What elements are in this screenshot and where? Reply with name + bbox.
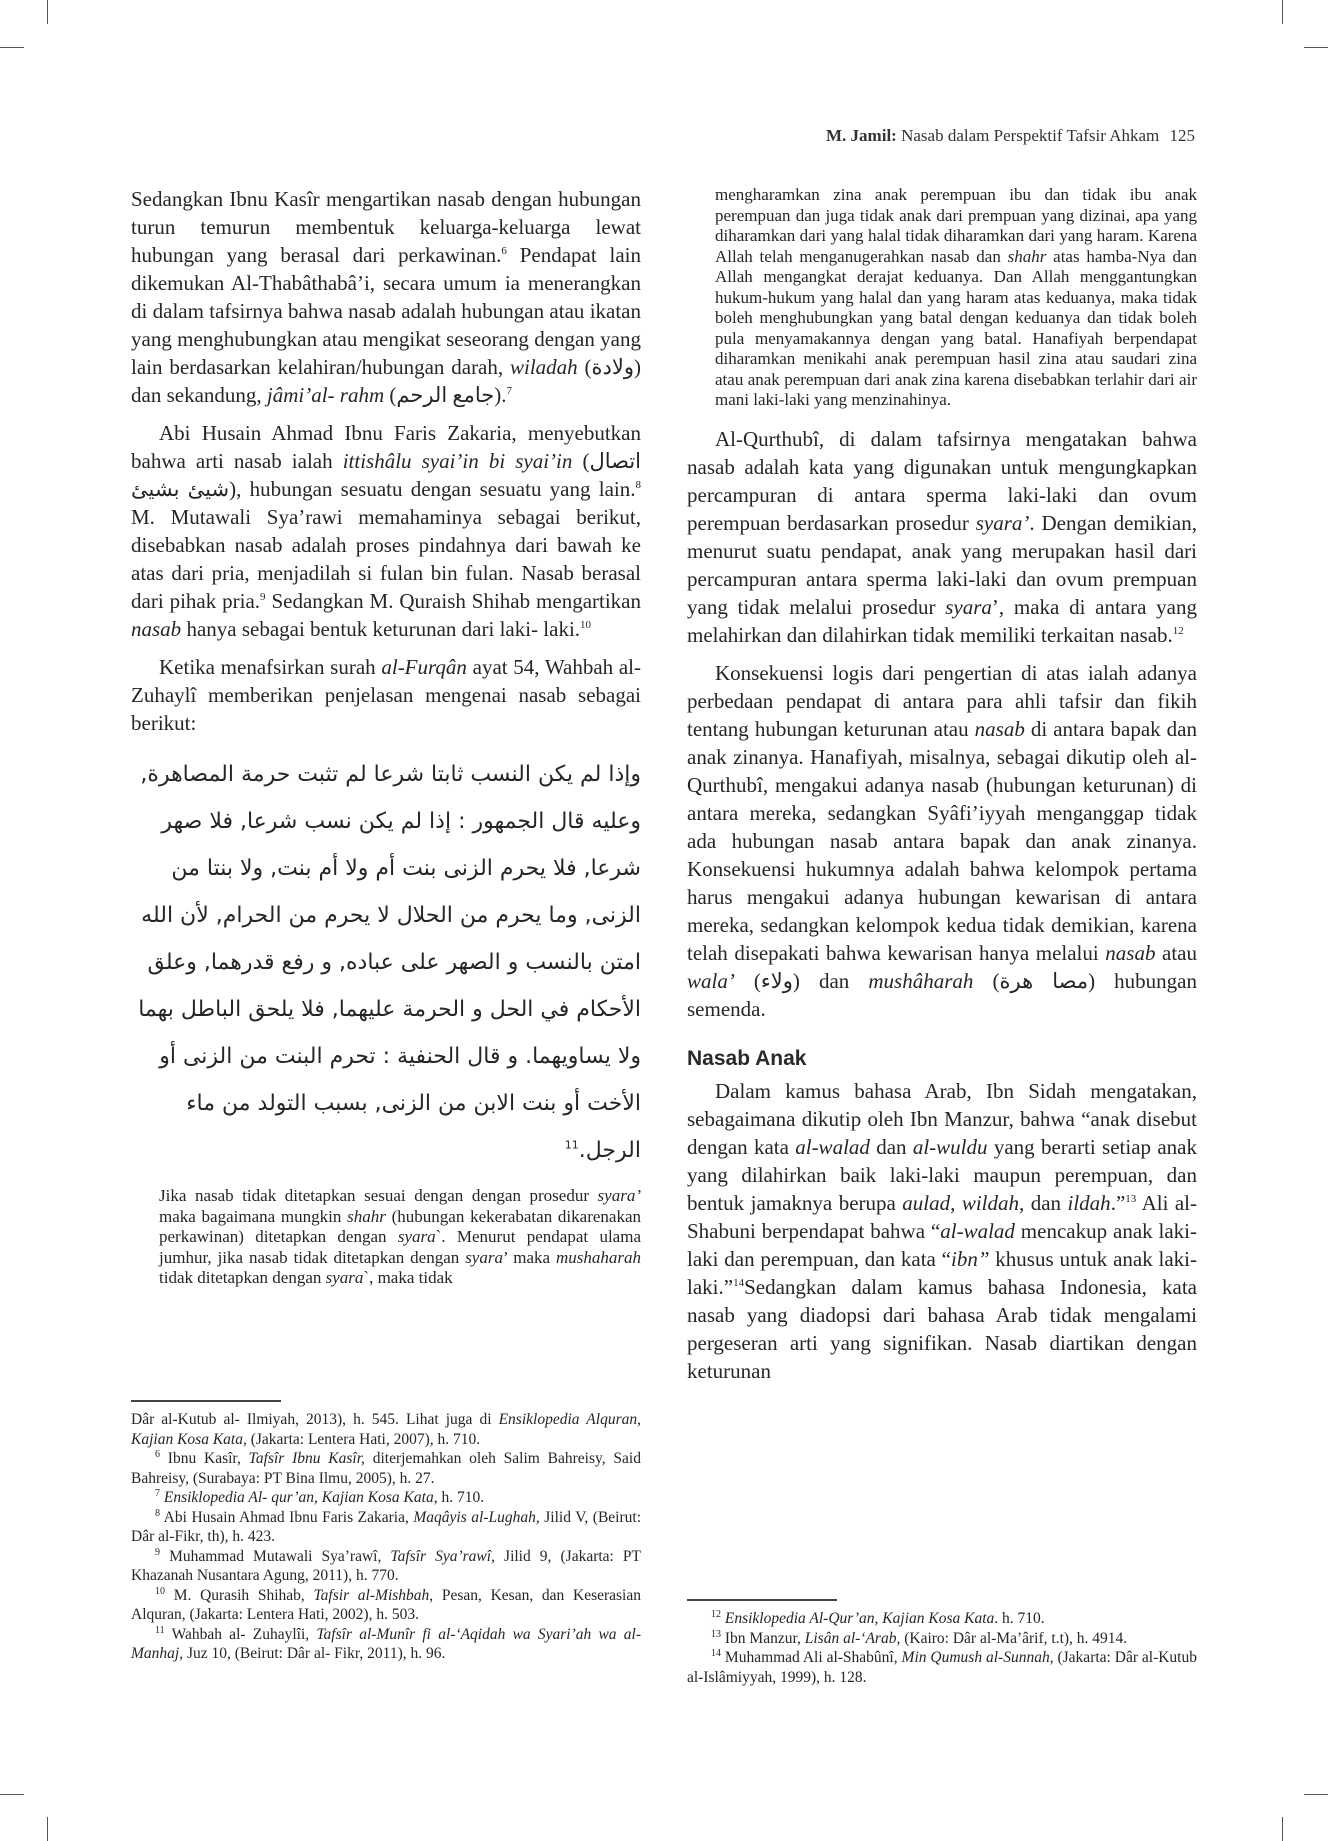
text-run: Jika nasab tidak ditetapkan sesuai dengan dengan prosedur bbox=[159, 1186, 598, 1205]
text-run: (Kairo: Dâr al-Ma’ârif, t.t), h. 4914. bbox=[900, 1629, 1128, 1647]
text-run: Wahbah al- Zuhaylîi, bbox=[164, 1625, 317, 1643]
italic-term: nasab bbox=[974, 716, 1025, 741]
section-heading: Nasab Anak bbox=[687, 1046, 807, 1070]
crop-mark bbox=[47, 0, 48, 24]
text-run: Muhammad Ali al-Shabûnî, bbox=[721, 1649, 902, 1666]
text-run: (ولاء) dan bbox=[734, 968, 869, 993]
italic-term: ittishâlu syai’in bi syai’in bbox=[342, 449, 573, 473]
text-run: . h. 710. bbox=[994, 1610, 1045, 1627]
italic-term: ibn” bbox=[950, 1246, 990, 1271]
text-run: tidak ditetapkan dengan bbox=[159, 1268, 326, 1287]
text-run: khusus untuk anak laki-laki.” bbox=[687, 1246, 1198, 1299]
italic-term: al-Furqân bbox=[381, 655, 467, 679]
right-column bbox=[687, 185, 1198, 1686]
text-run: Abi Husain Ahmad Ibnu Faris Zakaria, menyebutkan bahwa arti nasab ialah bbox=[131, 421, 641, 473]
text-run: dan bbox=[1024, 1190, 1068, 1215]
italic-term: mushâharah bbox=[868, 968, 974, 993]
italic-term: syara bbox=[397, 1227, 436, 1246]
arabic-line: وعليه قال الجمهور : إذا لم يكن نسب شرعا, فلا صهر bbox=[161, 809, 641, 834]
footnote-14 bbox=[687, 1648, 1197, 1687]
text-run: . Dengan demikian, menurut suatu pendapat, anak yang merupakan hasil dari percampuran antara sperma laki-laki dan ovum prempuan yang tidak melalui prosedur bbox=[687, 510, 1198, 619]
footnote-ref: 8 bbox=[635, 479, 641, 491]
arabic-quotation bbox=[131, 751, 641, 1174]
italic-term: Tafsîr Ibnu Kasîr, bbox=[248, 1450, 365, 1467]
italic-term: Min Qumush al-Sunnah, bbox=[901, 1649, 1054, 1666]
text-run: yang berarti setiap anak yang dilahirkan baik laki-laki maupun perempuan, dan bentuk jamaknya berupa bbox=[687, 1134, 1197, 1215]
text-run: Ibn Manzur, bbox=[721, 1629, 805, 1647]
text-run: di antara bapak dan anak zinanya. Hanafiyah, misalnya, sebagai dikutip oleh al-Qurthubî, mengakui adanya nasab (hubungan keturunan) di antara mereka, sedangkan Syâfi’iyyah menganggap tidak ada hubungan nasab antara bapak dan anak zinanya. Konsekuensi hukumnya adalah bahwa kelompok pertama harus mengakui adanya hubungan kewarisan di antara mereka, sedangkan kelompok kedua tidak demikian, karena telah disepakati bahwa kewarisan hanya melalui bbox=[687, 716, 1198, 965]
text-run: Abi Husain Ahmad Ibnu Faris Zakaria, bbox=[160, 1508, 414, 1526]
body-paragraph bbox=[131, 419, 641, 643]
text-run: Al-Qurthubî, di dalam tafsirnya mengatakan bahwa nasab adalah kata yang digunakan untuk mengungkapkan percampuran di antara sperma laki-laki dan ovum perempuan berdasarkan prosedur bbox=[687, 426, 1197, 535]
crop-mark bbox=[1282, 0, 1283, 24]
footnote-number: 13 bbox=[711, 1628, 721, 1640]
arabic-line: شرعا, فلا يحرم الزنى بنت أم ولا أم بنت, ولا بنتا من bbox=[171, 856, 641, 881]
text-run: Dalam kamus bahasa Arab, Ibn Sidah mengatakan, sebagaimana dikutip oleh Ibn Manzur, bahwa “anak disebut dengan kata bbox=[687, 1078, 1197, 1159]
text-run: M. Mutawali Sya’rawi memahaminya sebagai berikut, disebabkan nasab adalah proses pindahnya dari bawah ke atas dari pria, menjadilah si fulan bin fulan. Nasab berasal dari pihak pria. bbox=[131, 505, 641, 613]
footnote-8 bbox=[131, 1508, 641, 1547]
italic-term: Ensiklopedia Alquran, Kajian Kosa Kata bbox=[131, 1411, 641, 1448]
footnote-number: 9 bbox=[155, 1546, 160, 1558]
text-run: , Juz 10, (Beirut: Dâr al- Fikr, 2011), h. 96. bbox=[179, 1645, 446, 1662]
body-paragraph bbox=[687, 659, 1197, 1023]
italic-term: mushaharah bbox=[556, 1247, 642, 1267]
text-run: atau bbox=[1155, 940, 1197, 965]
text-run: mencakup anak laki-laki dan perempuan, dan kata “ bbox=[687, 1218, 1198, 1271]
crop-mark bbox=[0, 47, 24, 48]
footnote-11 bbox=[131, 1625, 641, 1664]
italic-term: Tafsîr Sya’rawî, bbox=[390, 1547, 495, 1565]
italic-term: wala’ bbox=[687, 968, 735, 993]
footnote-ref: 14 bbox=[733, 1276, 745, 1289]
left-column bbox=[131, 185, 642, 1662]
footnote-13 bbox=[687, 1629, 1197, 1649]
footnotes-right bbox=[687, 1599, 1197, 1687]
footnote-ref: 12 bbox=[1172, 624, 1184, 637]
footnote-rule bbox=[687, 1599, 837, 1601]
text-run: `, maka tidak bbox=[363, 1268, 453, 1287]
text-run: (اتصال شيئ بشيئ), hubungan sesuatu dengan sesuatu yang lain. bbox=[131, 449, 641, 501]
text-run: Pendapat lain dikemukan Al-Thabâthabâ’i, secara umum ia menerangkan di dalam tafsirnya bahwa nasab adalah hubungan atau ikatan yang menghubungkan atau mengikat seseorang dengan yang lain berdasarkan kelahiran/hubungan darah, bbox=[131, 243, 641, 379]
text-run: Sedangkan dalam kamus bahasa Indonesia, kata nasab yang diadopsi dari bahasa Arab tidak mengalami pergeseran arti yang signifikan. Nasab diartikan dengan keturunan bbox=[687, 1274, 1197, 1383]
footnote-ref: 11 bbox=[564, 1138, 579, 1152]
translation-quote bbox=[131, 1186, 641, 1289]
arabic-line: الأخت أو بنت الابن من الزنى, بسبب التولد من ماء bbox=[186, 1091, 641, 1116]
translation-quote-continued bbox=[687, 185, 1197, 411]
running-head-author: M. Jamil: bbox=[826, 126, 897, 145]
text-run: Konsekuensi logis dari pengertian di atas ialah adanya perbedaan pendapat di antara para ahli tafsir dan fikih tentang hubungan keturunan atau bbox=[687, 660, 1197, 741]
body-paragraph bbox=[131, 653, 641, 737]
text-run: diterjemahkan oleh Salim Bahreisy, Said Bahreisy, (Surabaya: PT Bina Ilmu, 2005), h. 27. bbox=[131, 1450, 641, 1487]
arabic-line bbox=[131, 1127, 641, 1174]
page-number: 125 bbox=[1169, 126, 1195, 145]
footnote-7 bbox=[131, 1488, 641, 1508]
footnote-9 bbox=[131, 1547, 641, 1586]
arabic-line: ولا يساويهما. و قال الحنفية : تحرم البنت من الزنى أو bbox=[159, 1044, 641, 1069]
footnote-ref: 7 bbox=[506, 385, 512, 397]
footnote-number: 14 bbox=[711, 1647, 721, 1659]
running-head-title: Nasab dalam Perspektif Tafsir Ahkam bbox=[901, 126, 1160, 145]
footnote-number: 10 bbox=[155, 1585, 165, 1597]
italic-term: syara bbox=[325, 1268, 364, 1287]
text-run: dan bbox=[869, 1134, 913, 1159]
footnote-number: 7 bbox=[155, 1487, 160, 1499]
italic-term: syara bbox=[465, 1247, 503, 1267]
text-run: , Pesan, Kesan, dan Keserasian Alquran, (Jakarta: Lentera Hati, 2002), h. 503. bbox=[131, 1586, 641, 1623]
crop-mark bbox=[1282, 1817, 1283, 1841]
running-head bbox=[826, 126, 1195, 146]
italic-term: shahr bbox=[1007, 246, 1047, 266]
text-run: (جامع الرحم). bbox=[384, 383, 507, 407]
crop-mark bbox=[0, 1794, 24, 1795]
arabic-line: وإذا لم يكن النسب ثابتا شرعا لم تثبت حرمة المصاهرة, bbox=[140, 762, 641, 787]
text-run: Ibnu Kasîr, bbox=[160, 1450, 249, 1467]
footnotes-left bbox=[131, 1400, 641, 1664]
body-paragraph bbox=[687, 1077, 1197, 1385]
footnote-ref: 6 bbox=[501, 245, 507, 257]
italic-term: jâmi’al- rahm bbox=[266, 383, 385, 407]
footnote-10 bbox=[131, 1586, 641, 1625]
text-run: ’ maka bbox=[502, 1247, 556, 1267]
footnote-ref: 10 bbox=[580, 619, 592, 631]
footnote-number: 12 bbox=[711, 1608, 721, 1620]
crop-mark bbox=[1304, 47, 1328, 48]
italic-term: Tafsir al-Mishbah bbox=[313, 1586, 430, 1604]
text-run: maka bagaimana mungkin bbox=[159, 1206, 348, 1226]
text-run: ayat 54, Wahbah al-Zuhaylî memberikan penjelasan mengenai nasab sebagai berikut: bbox=[131, 655, 641, 735]
italic-term: syara bbox=[945, 594, 992, 619]
footnote-6 bbox=[131, 1449, 641, 1488]
text-run: , h. 710. bbox=[433, 1489, 485, 1506]
italic-term: al-walad bbox=[940, 1218, 1015, 1243]
footnote-ref: 9 bbox=[260, 591, 266, 603]
arabic-line: الزنى, وما يحرم من الحلال لا يحرم من الحرام, لأن الله bbox=[141, 903, 641, 928]
text-run: atas hamba-Nya dan Allah mengangkat derajat keduanya. Dan Allah menggantungkan hukum-hukum yang halal dan yang haram atas keduanya, maka tidak boleh menghubungkan yang batal dengan keduanya dan tidak boleh pula menyamakannya dengan yang batal. Hanafiyah berpendapat diharamkan menikahi anak perempuan hasil zina atau saudari zina atau anak perempuan dari anak zina karena disebabkan terlahir dari air mani laki-laki yang menzinahinya. bbox=[715, 246, 1197, 409]
text-run: (hubungan kekerabatan dikarenakan perkawinan) ditetapkan dengan bbox=[159, 1206, 642, 1246]
footnote-ref: 13 bbox=[1125, 1192, 1137, 1205]
footnote-continuation bbox=[131, 1410, 641, 1449]
text-run: Muhammad Mutawali Sya’rawî, bbox=[160, 1547, 391, 1565]
text-run: (مصا هرة) hubungan semenda. bbox=[687, 968, 1197, 1021]
arabic-line: امتن بالنسب و الصهر على عباده, و رفع قدرهما, وعلق bbox=[147, 950, 641, 975]
text-run: Dâr al-Kutub al- Ilmiyah, 2013), h. 545. Lihat juga di bbox=[131, 1411, 499, 1428]
text-run: ’, maka di antara yang melahirkan dan dilahirkan tidak memiliki terkaitan nasab. bbox=[687, 594, 1197, 647]
text-run: (Jakarta: Dâr al-Kutub al-Islâmiyyah, 1999), h. 128. bbox=[687, 1649, 1197, 1686]
arabic-text: الرجل. bbox=[578, 1138, 641, 1163]
text-run: Jilid V, (Beirut: Dâr al-Fikr, th), h. 423. bbox=[131, 1508, 642, 1545]
crop-mark bbox=[47, 1817, 48, 1841]
text-run: Ketika menafsirkan surah bbox=[159, 655, 382, 679]
text-run: Jilid 9, (Jakarta: PT Khazanah Nusantara Agung, 2011), h. 770. bbox=[131, 1547, 642, 1584]
italic-term: wiladah bbox=[509, 355, 578, 379]
footnote-12 bbox=[687, 1609, 1197, 1629]
italic-term: al-wuldu bbox=[912, 1134, 988, 1159]
text-run: , (Jakarta: Lentera Hati, 2007), h. 710. bbox=[242, 1430, 481, 1448]
text-run: Ali al-Shabuni berpendapat bahwa “ bbox=[687, 1190, 1198, 1243]
footnote-number: 6 bbox=[155, 1448, 160, 1460]
text-run: M. Qurasih Shihab, bbox=[165, 1586, 314, 1604]
italic-term: Ensiklopedia Al- qur’an, Kajian Kosa Kata bbox=[160, 1489, 434, 1506]
italic-term: ildah bbox=[1067, 1190, 1111, 1215]
italic-term: al-walad bbox=[795, 1134, 870, 1159]
text-run: (ولادة) dan sekandung, bbox=[131, 355, 641, 407]
body-paragraph bbox=[131, 185, 641, 409]
italic-term: nasab bbox=[131, 617, 182, 641]
italic-term: shahr bbox=[347, 1206, 386, 1226]
text-run: Sedangkan Ibnu Kasîr mengartikan nasab dengan hubungan turun temurun membentuk keluarga-keluarga lewat hubungan yang berasal dari perkawinan. bbox=[131, 187, 641, 267]
footnote-number: 11 bbox=[155, 1624, 165, 1636]
text-run: `. Menurut pendapat ulama jumhur, jika nasab tidak ditetapkan dengan bbox=[159, 1227, 641, 1267]
crop-mark bbox=[1304, 1794, 1328, 1795]
italic-term: Ensiklopedia Al-Qur’an, Kajian Kosa Kata bbox=[721, 1610, 995, 1627]
text-run: .” bbox=[1110, 1190, 1126, 1215]
footnote-rule bbox=[131, 1400, 281, 1402]
italic-term: nasab bbox=[1105, 940, 1156, 965]
italic-term: syara’ bbox=[975, 510, 1030, 535]
text-run: Sedangkan M. Quraish Shihab mengartikan bbox=[265, 589, 641, 613]
arabic-line: الأحكام في الحل و الحرمة عليهما, فلا يلحق الباطل بهما bbox=[138, 997, 641, 1022]
text-run: mengharamkan zina anak perempuan ibu dan tidak ibu anak perempuan dan juga tidak anak dari prempuan yang dizinai, apa yang diharamkan dari yang halal tidak diharamkan dari yang haram. Karena Allah telah menganugerahkan nasab dan bbox=[715, 185, 1197, 266]
body-paragraph bbox=[687, 425, 1197, 649]
footnote-number: 8 bbox=[155, 1507, 160, 1519]
text-run: hanya sebagai bentuk keturunan dari laki- laki. bbox=[181, 617, 581, 641]
italic-term: Lisân al-‘Arab, bbox=[804, 1629, 901, 1647]
italic-term: syara’ bbox=[597, 1186, 641, 1205]
italic-term: Tafsîr al-Munîr fi al-‘Aqidah wa Syari’ah wa al-Manhaj bbox=[131, 1625, 641, 1662]
italic-term: Maqâyis al-Lughah, bbox=[413, 1508, 540, 1526]
italic-term: aulad, wildah, bbox=[902, 1190, 1025, 1215]
